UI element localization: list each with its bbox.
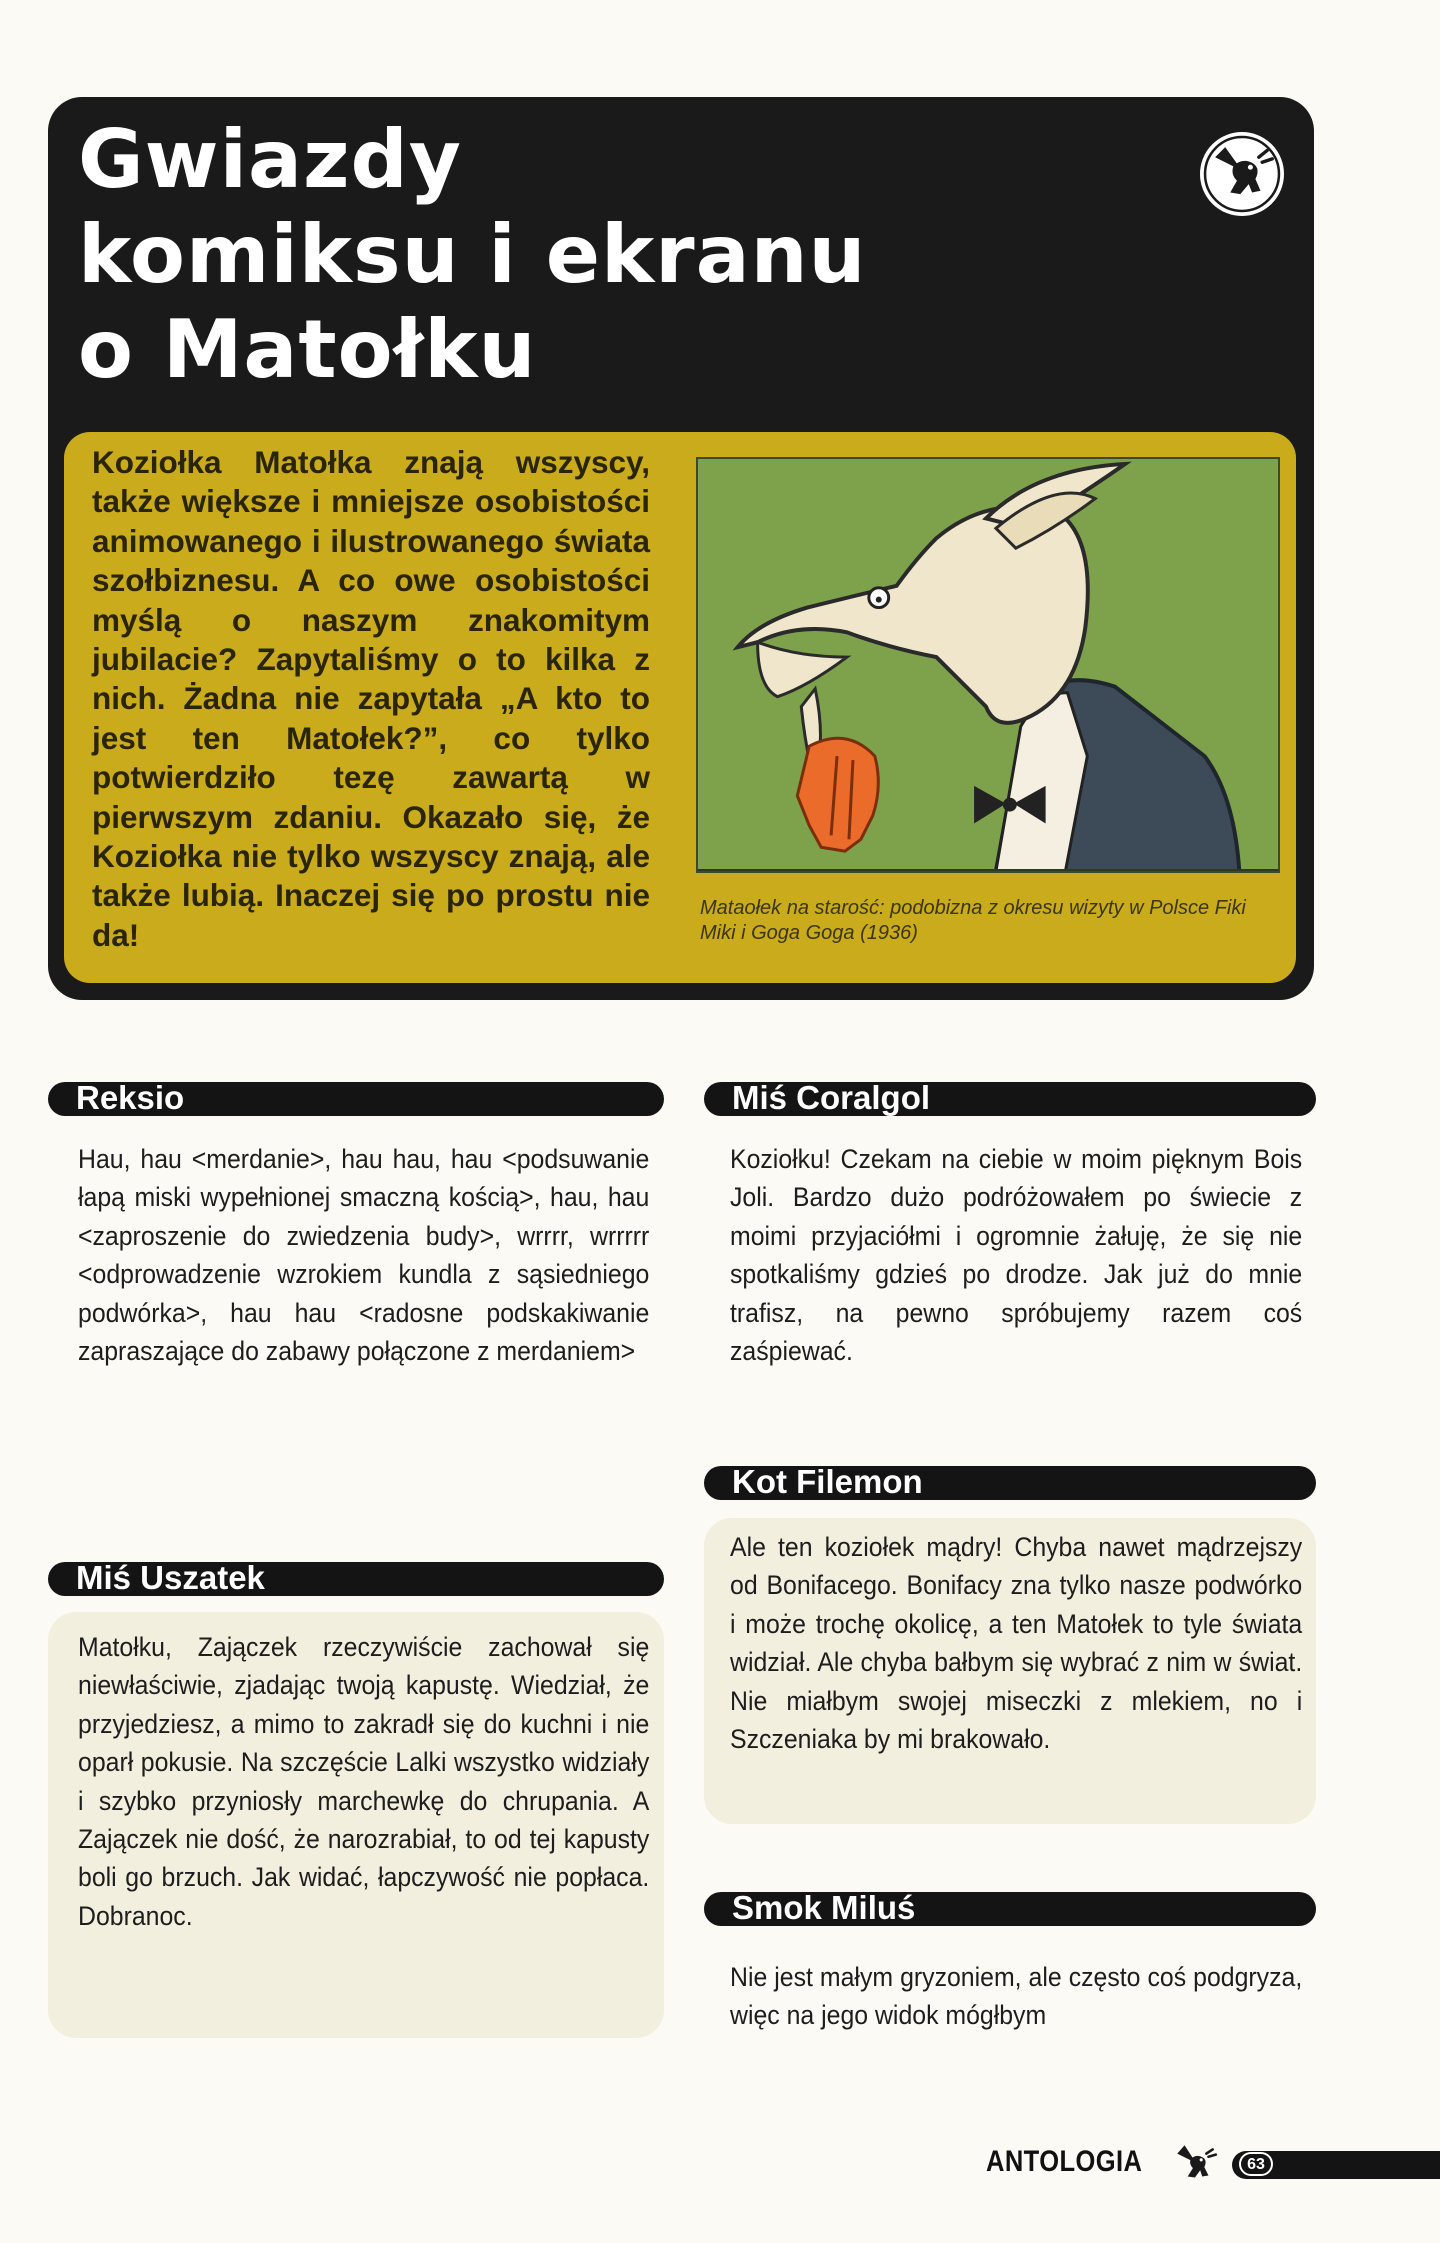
goat-mascot-icon [1196,128,1288,220]
section-heading-label: Miś Coralgol [732,1079,931,1116]
section-heading-label: Smok Miluś [732,1889,916,1926]
section-heading-label: Miś Uszatek [76,1559,265,1596]
section-body-smok-milus: Nie jest małym gryzoniem, ale często coś podgryza, więc na jego widok mógłbym [730,1962,1303,2031]
section-heading-mis-coralgol [704,1079,1316,1116]
footer-brand: ANTOLOGIA [986,2145,1143,2178]
section-body-mis-coralgol: Koziołku! Czekam na ciebie w moim pięknym Bois Joli. Bardzo dużo podróżowałem po świecie z moimi przyjaciółmi i ogromnie żałuję, że się nie spotkaliśmy gdzieś po drodze. Jak już do mnie trafisz, na pewno spróbujemy razem coś zaśpiewać. [730,1144,1303,1367]
intro-text: Koziołka Matołka znają wszyscy, także większe i mniejsze osobistości animowanego i ilustrowanego świata szołbiznesu. A co owe osobistości myślą o naszym znakomitym jubilacie? Zapytaliśmy o to kilka z nich. Żadna nie zapytała „A kto to jest ten Matołek?”, co tylko potwierdziło tezę zawartą w pierwszym zdaniu. Okazało się, że Koziołka nie tylko wszyscy znają, ale także lubią. Inaczej się po prostu nie da! [92,444,650,953]
title-line-2: komiksu i ekranu [78,208,867,301]
section-heading-kot-filemon [704,1463,1316,1500]
section-heading-label: Kot Filemon [732,1463,923,1500]
title-line-1: Gwiazdy [78,113,462,206]
section-heading-reksio [48,1079,664,1116]
goat-illustration [696,457,1280,873]
section-heading-label: Reksio [76,1079,185,1116]
illustration-caption: Mataołek na starość: podobizna z okresu wizyty w Polsce Fiki Miki i Goga Goga (1936) [700,897,1246,944]
goat-mascot-icon [1170,2138,1222,2190]
page-title [78,112,867,397]
section-body-kot-filemon: Ale ten koziołek mądry! Chyba nawet mądrzejszy od Bonifacego. Bonifacy zna tylko nasze podwórko i może trochę okolicę, a ten Matołek to tyle świata widział. Ale chyba bałbym się wybrać z nim w świat. Nie miałbym swojej miseczki z mlekiem, no i Szczeniaka by mi brakowało. [730,1532,1303,1755]
page-number: 63 [1239,2152,1273,2176]
section-heading-smok-milus [704,1889,1316,1926]
section-body-mis-uszatek: Matołku, Zajączek rzeczywiście zachował się niewłaściwie, zjadając twoją kapustę. Wiedział, że przyjedziesz, a mimo to zakradł się do kuchni i nie oparł pokusie. Na szczęście Lalki wszystko widziały i szybko przyniosły marchewkę do chrupania. A Zajączek nie dość, że narozrabiał, to od tej kapusty boli go brzuch. Jak widać, łapczywość nie popłaca. Dobranoc. [78,1632,650,1931]
section-heading-mis-uszatek [48,1559,664,1596]
section-body-reksio: Hau, hau <merdanie>, hau hau, hau <podsuwanie łapą miski wypełnionej smaczną kością>, hau, hau <zaproszenie do zwiedzenia budy>, wrrrr, wrrrrr <odprowadzenie wzrokiem kundla z sąsiedniego podwórka>, hau hau <radosne podskakiwanie zapraszające do zabawy połączone z merdaniem> [78,1144,650,1367]
title-line-3: o Matołku [78,303,537,396]
